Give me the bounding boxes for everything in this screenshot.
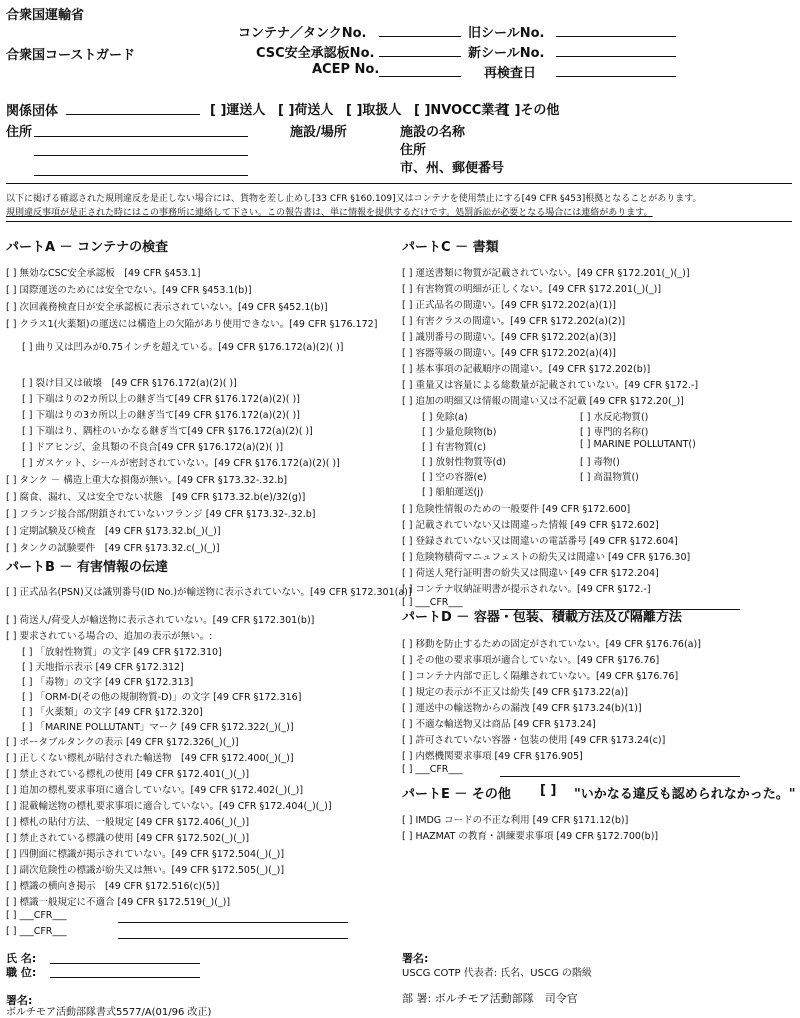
part-c-subitem[interactable]: [ ] 空の容器(e) bbox=[422, 472, 487, 483]
part-c-subitem[interactable]: [ ] 有害物質(c) bbox=[422, 442, 487, 453]
part-d-item[interactable]: [ ] その他の要求事項が適合していない。[49 CFR §176.76] bbox=[402, 655, 660, 666]
part-d-item[interactable]: [ ] コンテナ内部で正しく隔離されていない。[49 CFR §176.76] bbox=[402, 671, 679, 682]
part-b-item[interactable]: [ ] 混載輸送物の標札要求事項に適合していない。[49 CFR §172.404(_)(_)] bbox=[6, 801, 332, 812]
part-b-subitem[interactable]: [ ] 「MARINE POLLUTANT」マーク [49 CFR §172.322(_)(_)] bbox=[22, 722, 294, 733]
part-b-item[interactable]: [ ] 標識一般規定に不適合 [49 CFR §172.519(_)(_)] bbox=[6, 897, 231, 908]
part-e-item[interactable]: [ ] IMDG コードの不正な利用 [49 CFR §171.12(b)] bbox=[402, 815, 629, 826]
csc-no-label: CSC安全承認板No. bbox=[256, 46, 375, 61]
part-c-item[interactable]: [ ] 追加の明細又は情報の間違い又は不記載 [49 CFR §172.20(_)] bbox=[402, 396, 684, 407]
address-label: 住所 bbox=[6, 125, 33, 140]
part-b-item[interactable]: [ ] 追加の標札要求事項に適合していない。[49 CFR §172.402(_)(_)] bbox=[6, 785, 304, 796]
container-no-label: コンテナ／タンクNo. bbox=[238, 26, 367, 41]
part-c-item[interactable]: [ ] 識別番号の間違い。[49 CFR §172.202(a)(3)] bbox=[402, 332, 616, 343]
part-a-item[interactable]: [ ] 定期試験及び検査 [49 CFR §173.32.b(_)(_)] bbox=[6, 526, 221, 537]
part-c-subitem[interactable]: [ ] 水反応物質() bbox=[580, 412, 649, 423]
container-no-field[interactable] bbox=[379, 36, 461, 37]
part-b-subitem[interactable]: [ ] 「放射性物質」の文字 [49 CFR §172.310] bbox=[22, 647, 222, 658]
position-label: 職 位: bbox=[6, 966, 37, 979]
cfr-line[interactable] bbox=[118, 938, 348, 939]
part-d-item[interactable]: [ ] 許可されていない容器・包装の使用 [49 CFR §173.24(c)] bbox=[402, 735, 666, 746]
part-b-item[interactable]: [ ] ポータブルタンクの表示 [49 CFR §172.326(_)(_)] bbox=[6, 737, 239, 748]
facility-city-label: 市、州、郵便番号 bbox=[400, 161, 505, 176]
right-signature-label: 署名: bbox=[402, 952, 429, 965]
name-field[interactable] bbox=[50, 963, 200, 964]
part-a-item[interactable]: [ ] クラス1(火薬類)の運送には構造上の欠陥があり使用できない。[49 CFR §176.172] bbox=[6, 319, 378, 330]
cfr-line[interactable] bbox=[500, 776, 740, 777]
part-c-item[interactable]: [ ] 記載されていない又は間違った情報 [49 CFR §172.602] bbox=[402, 520, 659, 531]
part-b-item[interactable]: [ ] 四側面に標識が掲示されていない。[49 CFR §172.504(_)(_)] bbox=[6, 849, 285, 860]
part-b-title: パートB － 有害情報の伝達 bbox=[6, 560, 168, 575]
part-b-item[interactable]: [ ] 標識の横向き掲示 [49 CFR §172.516(c)(5)] bbox=[6, 881, 220, 892]
address-field-2[interactable] bbox=[34, 155, 248, 156]
part-a-item[interactable]: [ ] タンク － 構造上重大な損傷が無い。[49 CFR §173.32-.32.b] bbox=[6, 475, 288, 486]
part-b-item[interactable]: [ ] 要求されている場合の、追加の表示が無い。: bbox=[6, 631, 213, 642]
party-nvocc[interactable]: [ ]NVOCC業者 bbox=[414, 103, 508, 118]
part-c-item[interactable]: [ ] 危険物積荷マニュフェストの紛失又は間違い [49 CFR §176.30] bbox=[402, 552, 691, 563]
old-seal-label: 旧シールNo. bbox=[468, 26, 545, 41]
part-e-item[interactable]: [ ] HAZMAT の教育・訓練要求事項 [49 CFR §172.700(b)] bbox=[402, 831, 659, 842]
part-c-subitem[interactable]: [ ] 高温物質() bbox=[580, 472, 639, 483]
part-a-subitem[interactable]: [ ] 下端はりの2カ所以上の継ぎ当て[49 CFR §176.172(a)(2)( )] bbox=[22, 394, 300, 405]
signature-label: 署名: bbox=[6, 994, 33, 1007]
new-seal-field[interactable] bbox=[556, 56, 676, 57]
facility-name-label: 施設の名称 bbox=[400, 125, 466, 140]
part-c-item[interactable]: [ ] 荷送人発行証明書の紛失又は間違い [49 CFR §172.204] bbox=[402, 568, 659, 579]
part-a-item[interactable]: [ ] 国際運送のためには安全でない。[49 CFR §453.1(b)] bbox=[6, 285, 252, 296]
part-c-item[interactable]: [ ] 基本事項の記載順序の間違い。[49 CFR §172.202(b)] bbox=[402, 364, 651, 375]
part-c-item[interactable]: [ ] 有害クラスの間違い。[49 CFR §172.202(a)(2)] bbox=[402, 316, 626, 327]
parties-field[interactable] bbox=[66, 114, 200, 115]
part-b-item[interactable]: [ ] 正式品名(PSN)又は識別番号(ID No.)が輸送物に表示されていない。[49 CFR §172.301(a)] bbox=[6, 587, 412, 598]
part-a-item[interactable]: [ ] タンクの試験要件 [49 CFR §173.32.c(_)(_)] bbox=[6, 543, 220, 554]
part-c-item[interactable]: [ ] ___CFR___ bbox=[402, 597, 463, 608]
part-a-item[interactable]: [ ] 次回義務検査日が安全承認板に表示されていない。[49 CFR §452.1(b)] bbox=[6, 302, 328, 313]
part-b-item[interactable]: [ ] 荷送人/荷受人が輸送物に表示されていない。[49 CFR §172.301(b)] bbox=[6, 615, 315, 626]
part-a-subitem[interactable]: [ ] 曲り又は凹みが0.75インチを超えている。[49 CFR §176.172(a)(2)( )] bbox=[22, 342, 344, 353]
part-d-item[interactable]: [ ] 不適な輸送物又は商品 [49 CFR §173.24] bbox=[402, 719, 596, 730]
department: 部 署: ボルチモア活動部隊 司令官 bbox=[402, 992, 578, 1005]
part-c-item[interactable]: [ ] 重量又は容量による総数量が記載されていない。[49 CFR §172.-] bbox=[402, 380, 699, 391]
part-e-none-checkbox[interactable]: [ ] bbox=[540, 783, 557, 798]
part-d-item[interactable]: [ ] 運送中の輸送物からの漏洩 [49 CFR §173.24(b)(1)] bbox=[402, 703, 642, 714]
part-a-item[interactable]: [ ] フランジ接合部/閉鎖されていないフランジ [49 CFR §173.32-.32.b] bbox=[6, 509, 316, 520]
part-d-title: パートD － 容器・包装、積載方法及び隔離方法 bbox=[402, 610, 682, 625]
part-c-item[interactable]: [ ] 運送書類に物質が記載されていない。[49 CFR §172.201(_)(_)] bbox=[402, 268, 690, 279]
part-c-subitem[interactable]: [ ] MARINE POLLUTANT() bbox=[580, 439, 696, 450]
form-number: ボルチモア活動部隊書式5577/A(01/96 改正) bbox=[6, 1007, 212, 1018]
parties-label: 関係団体 bbox=[6, 104, 59, 119]
part-a-subitem[interactable]: [ ] ドアヒンジ、金具類の不良合[49 CFR §176.172(a)(2)( )] bbox=[22, 442, 284, 453]
part-b-subitem[interactable]: [ ] 「ORM-D(その他の規制物質-D)」の文字 [49 CFR §172.316] bbox=[22, 692, 302, 703]
part-b-subitem[interactable]: [ ] 「火薬類」の文字 [49 CFR §172.320] bbox=[22, 707, 203, 718]
agency-dot: 合衆国運輸省 bbox=[6, 8, 85, 23]
part-c-item[interactable]: [ ] 容器等級の間違い。[49 CFR §172.202(a)(4)] bbox=[402, 348, 616, 359]
reinspect-label: 再検査日 bbox=[484, 66, 537, 81]
part-b-subitem[interactable]: [ ] 天地指示表示 [49 CFR §172.312] bbox=[22, 662, 184, 673]
part-c-subitem[interactable]: [ ] 毒物() bbox=[580, 457, 620, 468]
part-c-item[interactable]: [ ] 登録されていない又は間違いの電話番号 [49 CFR §172.604] bbox=[402, 536, 678, 547]
cotp-representative: USCG COTP 代表者: 氏名、USCG の階級 bbox=[402, 968, 592, 979]
part-b-item[interactable]: [ ] ___CFR___ bbox=[6, 926, 67, 937]
party-other[interactable]: [ ]その他 bbox=[504, 103, 560, 118]
part-d-item[interactable]: [ ] 内燃機関要求事項 [49 CFR §176.905] bbox=[402, 751, 583, 762]
new-seal-label: 新シールNo. bbox=[468, 46, 545, 61]
part-c-subitem[interactable]: [ ] 免除(a) bbox=[422, 412, 468, 423]
part-b-item[interactable]: [ ] 正しくない標札が貼付された輸送物 [49 CFR §172.400(_)(_)] bbox=[6, 753, 294, 764]
address-field-1[interactable] bbox=[34, 136, 248, 137]
part-d-item[interactable]: [ ] 規定の表示が不正又は紛失 [49 CFR §173.22(a)] bbox=[402, 687, 628, 698]
part-b-item[interactable]: [ ] 副次危険性の標識が紛失又は無い。[49 CFR §172.505(_)(_)] bbox=[6, 865, 285, 876]
party-shipper[interactable]: [ ]荷送人 bbox=[278, 103, 334, 118]
part-b-item[interactable]: [ ] 標札の貼付方法、一般規定 [49 CFR §172.406(_)(_)] bbox=[6, 817, 250, 828]
part-b-item[interactable]: [ ] 禁止されている標識の使用 [49 CFR §172.502(_)(_)] bbox=[6, 833, 250, 844]
part-a-item[interactable]: [ ] 腐食、漏れ、又は安全でない状態 [49 CFR §173.32.b(e)/32(g)] bbox=[6, 492, 306, 503]
part-d-item[interactable]: [ ] ___CFR___ bbox=[402, 764, 463, 775]
part-c-subitem[interactable]: [ ] 少量危険物(b) bbox=[422, 427, 497, 438]
part-b-item[interactable]: [ ] ___CFR___ bbox=[6, 910, 67, 921]
notice-line-1: 以下に掲げる確認された規則違反を是正しない場合には、貨物を差し止めし[33 CFR §160.109]又はコンテナを使用禁止にする[49 CFR §453]根拠となることがあります。 bbox=[6, 194, 702, 204]
reinspect-field[interactable] bbox=[556, 76, 676, 77]
cfr-line[interactable] bbox=[118, 922, 348, 923]
acep-no-field[interactable] bbox=[379, 76, 461, 77]
part-e-title: パートE － その他 bbox=[402, 787, 511, 802]
part-a-title: パートA － コンテナの検査 bbox=[6, 240, 169, 255]
part-a-item[interactable]: [ ] 無効なCSC安全承認板 [49 CFR §453.1] bbox=[6, 268, 201, 279]
part-e-none-label: "いかなる違反も認められなかった。" bbox=[574, 787, 796, 802]
divider bbox=[6, 221, 792, 222]
part-b-item[interactable]: [ ] 禁止されている標札の使用 [49 CFR §172.401(_)(_)] bbox=[6, 769, 250, 780]
agency-uscg: 合衆国コーストガード bbox=[6, 48, 135, 63]
notice-line-2: 規則違反事項が是正された時にはこの事務所に連絡して下さい。この報告書は、単に情報を提供するだけです。処罰訴訟が必要となる場合には連絡があります。 bbox=[6, 208, 653, 218]
party-carrier[interactable]: [ ]運送人 bbox=[210, 103, 266, 118]
part-c-title: パートC － 書類 bbox=[402, 240, 499, 255]
facility-address-label: 住所 bbox=[400, 143, 427, 158]
part-a-subitem[interactable]: [ ] 下端はり、隅柱のいかなる継ぎ当て[49 CFR §176.172(a)(2)( )] bbox=[22, 426, 313, 437]
party-handler[interactable]: [ ]取扱人 bbox=[346, 103, 402, 118]
part-a-subitem[interactable]: [ ] ガスケット、シールが密封されていない。[49 CFR §176.172(a)(2)( )] bbox=[22, 458, 340, 469]
part-c-subitem[interactable]: [ ] 専門的名称() bbox=[580, 427, 649, 438]
old-seal-field[interactable] bbox=[556, 36, 676, 37]
address-field-3[interactable] bbox=[34, 175, 248, 176]
part-c-item[interactable]: [ ] 有害物質の明細が正しくない。[49 CFR §172.201(_)(_)] bbox=[402, 284, 662, 295]
part-c-item[interactable]: [ ] 危険性情報のための一般要件 [49 CFR §172.600] bbox=[402, 504, 631, 515]
part-c-item[interactable]: [ ] 正式品名の間違い。[49 CFR §172.202(a)(1)] bbox=[402, 300, 616, 311]
position-field[interactable] bbox=[50, 977, 200, 978]
part-d-item[interactable]: [ ] 移動を防止するための固定がされていない。[49 CFR §176.76(a)] bbox=[402, 639, 701, 650]
part-a-subitem[interactable]: [ ] 裂け目又は破壊 [49 CFR §176.172(a)(2)( )] bbox=[22, 378, 237, 389]
name-label: 氏 名: bbox=[6, 952, 37, 965]
facility-label: 施設/場所 bbox=[290, 125, 347, 140]
part-c-subitem[interactable]: [ ] 船舶運送(j) bbox=[422, 487, 484, 498]
part-a-subitem[interactable]: [ ] 下端はりの3カ所以上の継ぎ当て[49 CFR §176.172(a)(2)( )] bbox=[22, 410, 300, 421]
part-b-subitem[interactable]: [ ] 「毒物」の文字 [49 CFR §172.313] bbox=[22, 677, 194, 688]
part-c-item[interactable]: [ ] コンテナ収納証明書が提示されない。[49 CFR §172.-] bbox=[402, 584, 651, 595]
acep-no-label: ACEP No. bbox=[312, 62, 380, 77]
csc-no-field[interactable] bbox=[379, 56, 461, 57]
part-c-subitem[interactable]: [ ] 放射性物質等(d) bbox=[422, 457, 506, 468]
divider bbox=[6, 183, 792, 184]
